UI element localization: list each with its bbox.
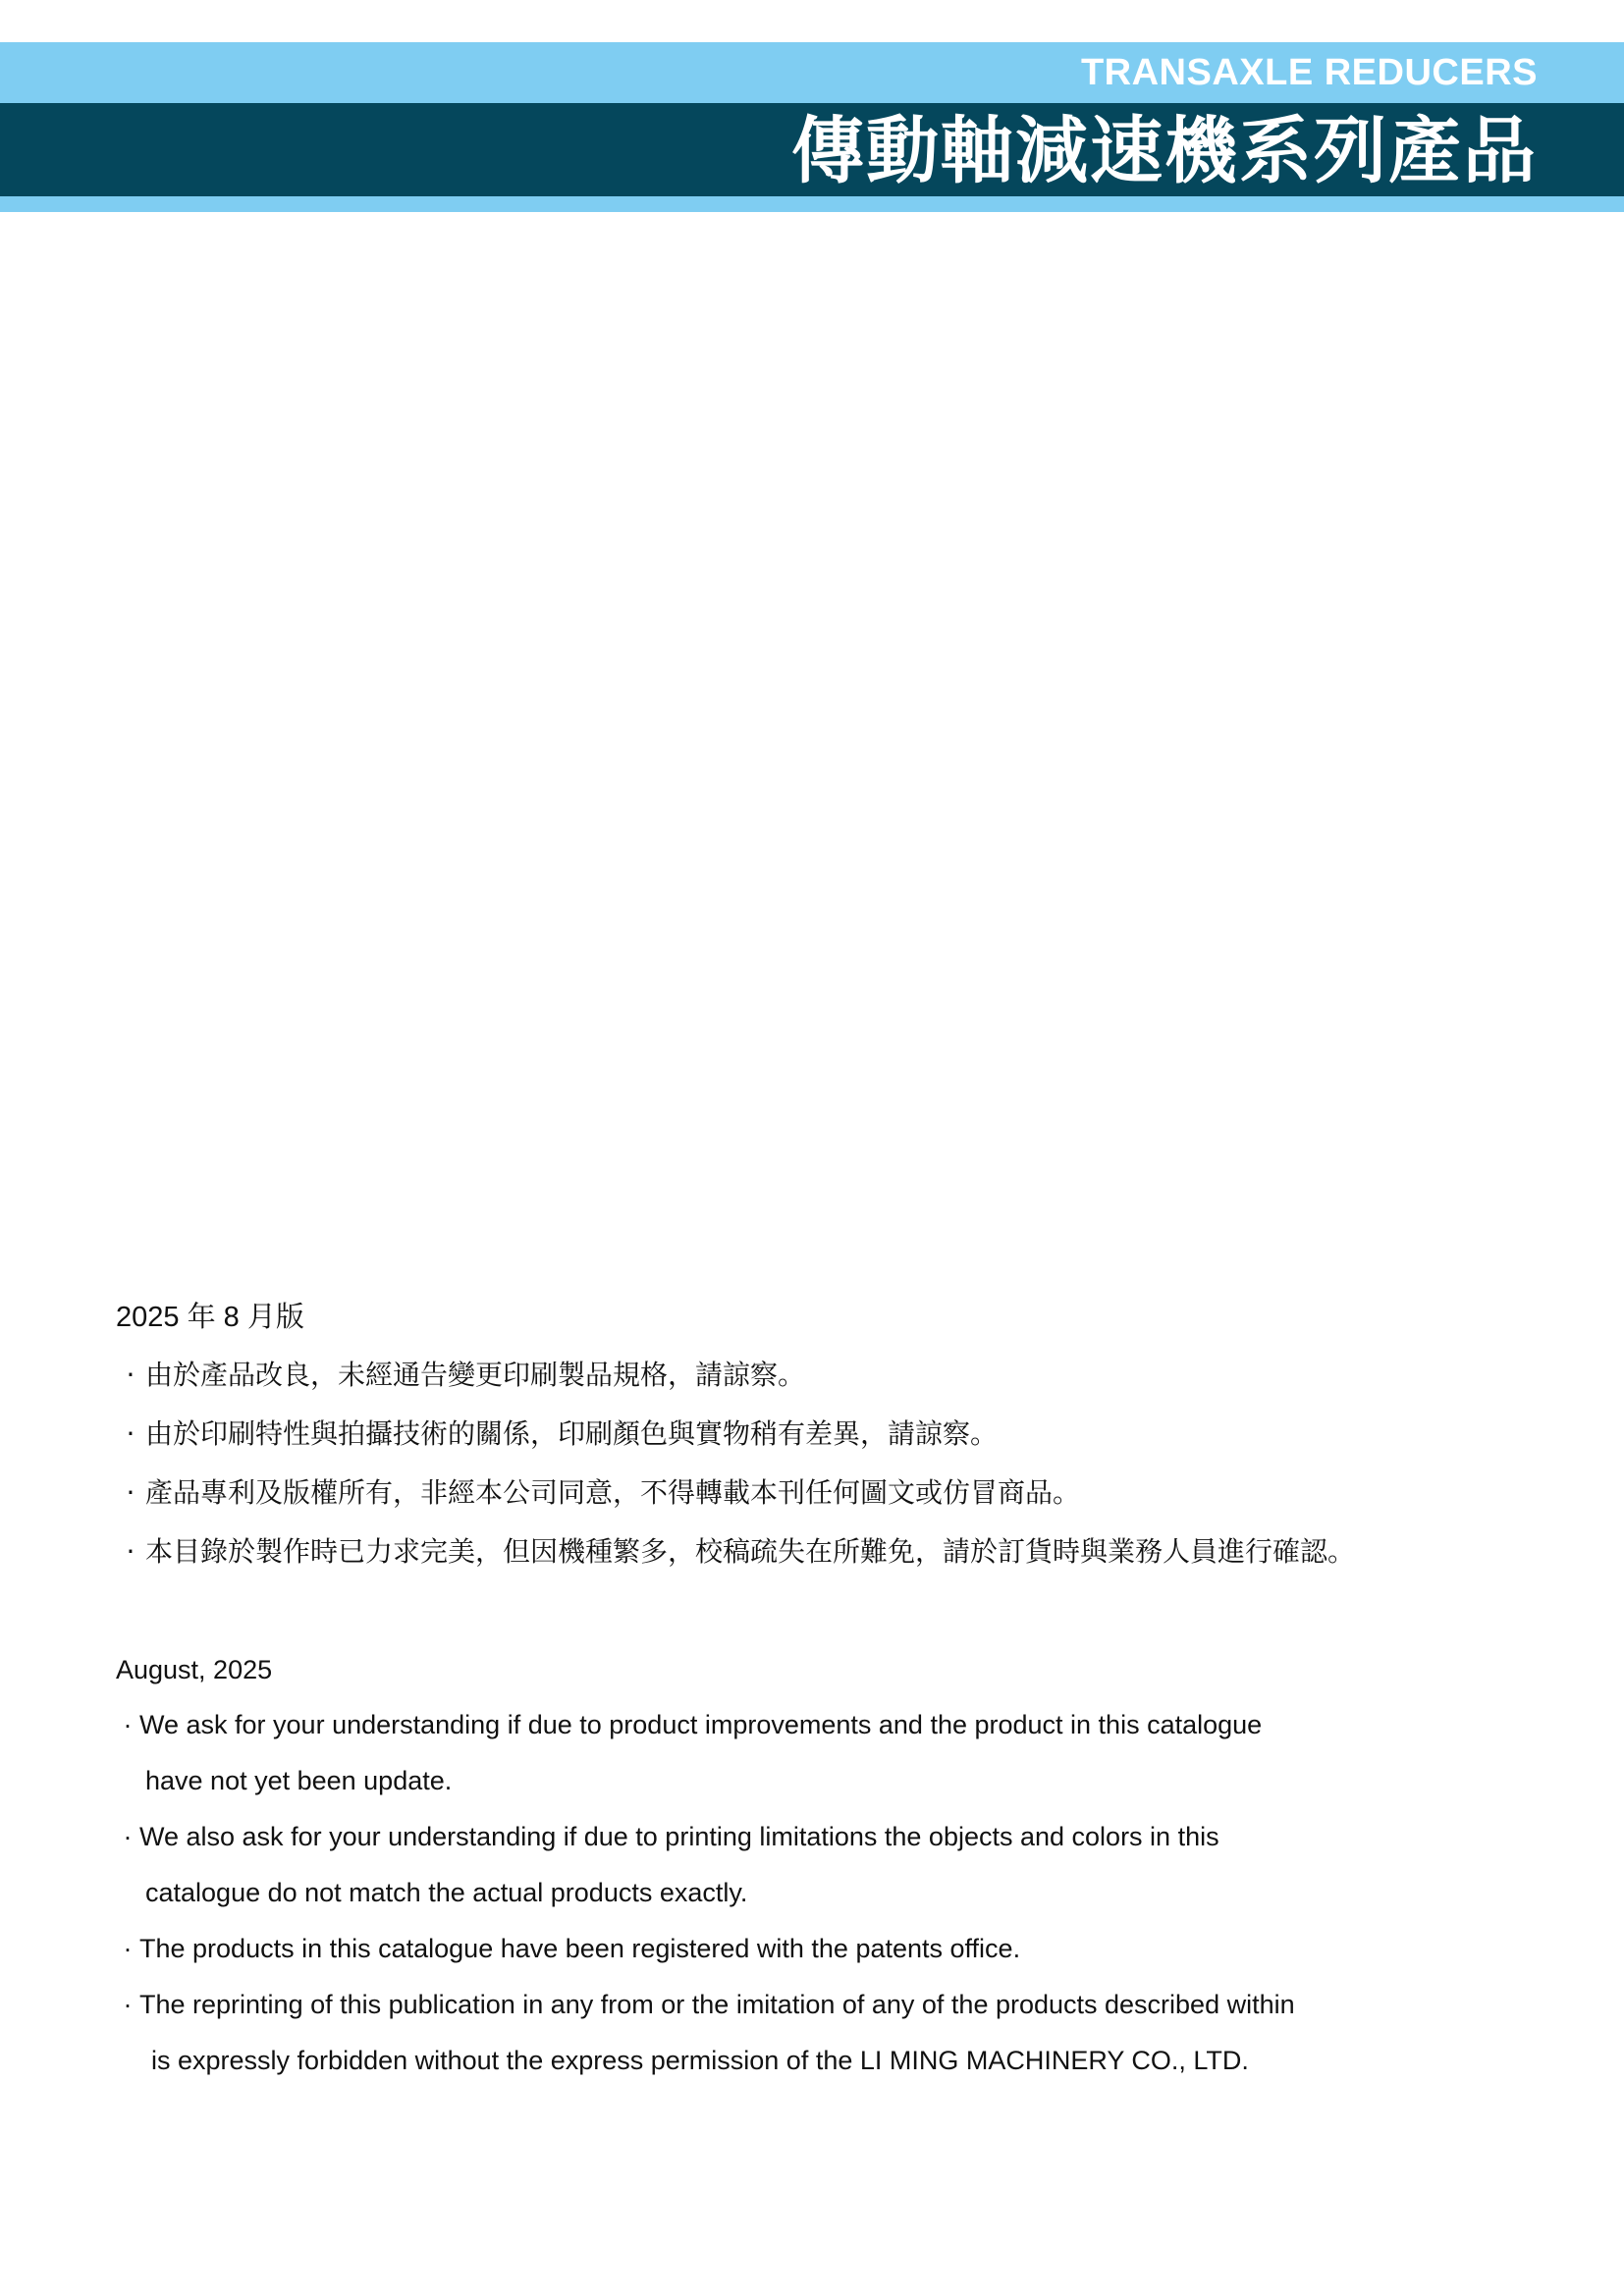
note-item-zh-4 — [116, 1531, 1540, 1573]
notes-chinese — [116, 1298, 1540, 1590]
note-line — [116, 1818, 1540, 1855]
bullet: · — [123, 1710, 133, 1739]
header-title-english: TRANSAXLE REDUCERS — [1080, 52, 1538, 93]
note-line — [116, 1706, 1540, 1743]
note-line-continued: have not yet been update. — [145, 1766, 453, 1795]
note-text: 本目錄於製作時已力求完美，但因機種繁多，校稿疏失在所難免，請於訂貨時與業務人員進行確認。 — [145, 1535, 1356, 1568]
bullet: · — [123, 1990, 133, 2019]
bullet: · — [126, 1476, 135, 1509]
bullet: · — [126, 1359, 135, 1391]
note-text: The products in this catalogue have been registered with the patents office. — [139, 1934, 1021, 1963]
note-text: We also ask for your understanding if due to printing limitations the objects and colors in this — [139, 1822, 1219, 1851]
bullet: · — [126, 1535, 135, 1568]
note-text: The reprinting of this publication in any from or the imitation of any of the products described within — [139, 1990, 1295, 2019]
header-light-strip — [0, 196, 1624, 212]
note-text: We ask for your understanding if due to product improvements and the product in this catalogue — [139, 1710, 1263, 1739]
note-line-continued: catalogue do not match the actual products exactly. — [145, 1878, 748, 1907]
note-line — [116, 1930, 1540, 1967]
note-item-zh-3 — [116, 1472, 1540, 1514]
edition-date-english: August, 2025 — [116, 1655, 273, 1684]
note-item-en-4 — [116, 1986, 1540, 2079]
bullet: · — [123, 1822, 133, 1851]
bullet: · — [123, 1934, 133, 1963]
edition-date-chinese: 2025 年 8 月版 — [116, 1302, 304, 1333]
bullet: · — [126, 1417, 135, 1450]
note-text: 由於印刷特性與拍攝技術的關係，印刷顏色與實物稍有差異，請諒察。 — [145, 1417, 999, 1450]
note-text: 產品專利及版權所有，非經本公司同意，不得轉載本刊任何圖文或仿冒商品。 — [145, 1476, 1081, 1509]
note-item-zh-1 — [116, 1355, 1540, 1396]
note-item-en-1 — [116, 1706, 1540, 1799]
note-line — [116, 1986, 1540, 2023]
header-title-chinese: 傳動軸減速機系列產品 — [791, 109, 1538, 193]
note-line-continued: is expressly forbidden without the express permission of the LI MING MACHINERY CO., LTD. — [151, 2046, 1249, 2075]
note-text: 由於產品改良，未經通告變更印刷製品規格，請諒察。 — [145, 1359, 806, 1391]
notes-english — [116, 1651, 1540, 2098]
note-item-en-3 — [116, 1930, 1540, 1967]
page-header — [0, 42, 1624, 214]
note-item-zh-2 — [116, 1414, 1540, 1455]
note-item-en-2 — [116, 1818, 1540, 1911]
